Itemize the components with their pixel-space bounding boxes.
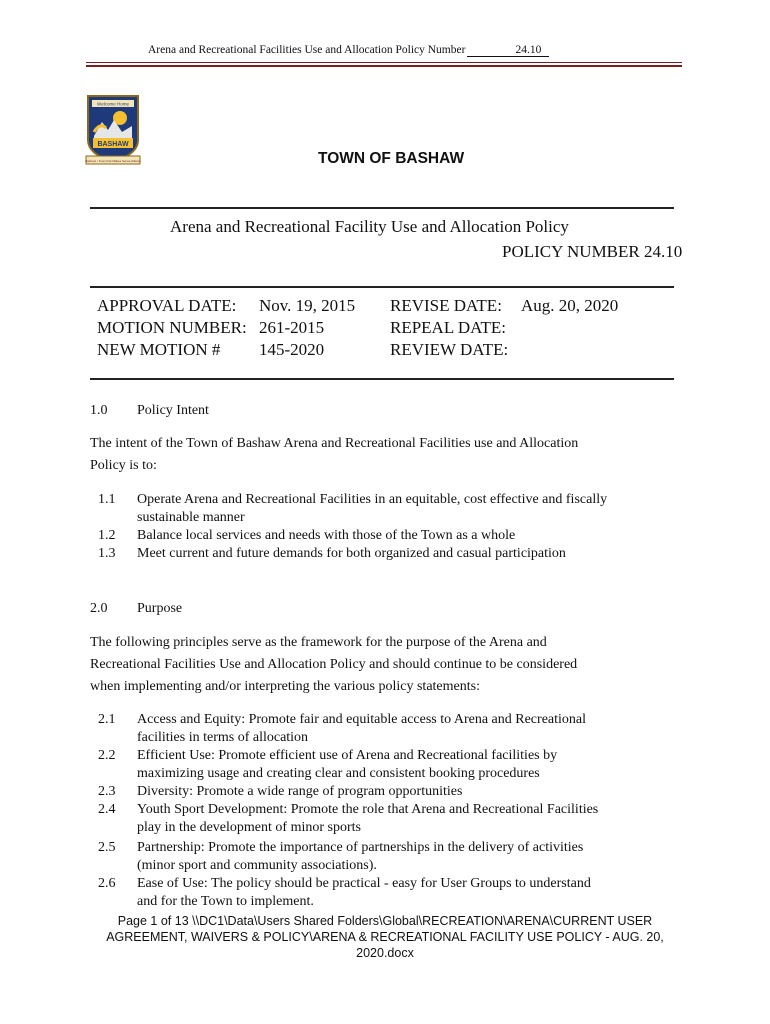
section1-intro-line2: Policy is to: [90,458,157,473]
section1-item-number: 1.3 [98,546,116,561]
section2-item-text: facilities in terms of allocation [137,730,309,745]
section2-item-number: 2.5 [98,840,116,855]
footer-line: Page 1 of 13 \\DC1\Data\Users Shared Folders\Global\RECREATION\ARENA\CURRENT USER [117,914,653,928]
section2-item-text: (minor sport and community associations). [137,858,377,873]
approval-date-value: Nov. 19, 2015 [259,296,356,315]
section2-number: 2.0 [90,601,108,616]
revise-date-label: REVISE DATE: [390,296,502,315]
section1-number: 1.0 [90,403,108,418]
review-date-label: REVIEW DATE: [390,340,509,359]
section2-item-text: and for the Town to implement. [137,894,314,909]
section1-item-number: 1.2 [98,528,116,543]
motion-number-label: MOTION NUMBER: [97,318,247,337]
section2-intro-line2: Recreational Facilities Use and Allocation Policy and should continue to be considered [90,657,578,672]
section1-item-text: Meet current and future demands for both organized and casual participation [137,546,566,561]
footer-line: AGREEMENT, WAIVERS & POLICY\ARENA & RECREATIONAL FACILITY USE POLICY - AUG. 20, [106,930,664,944]
title-bottom-rule [90,286,674,288]
section2-item-text: maximizing usage and creating clear and consistent booking procedures [137,766,540,781]
town-title: TOWN OF BASHAW [318,150,465,167]
section2-heading: Purpose [137,601,183,616]
section2-item-number: 2.2 [98,748,116,763]
section2-item-text: Youth Sport Development: Promote the role that Arena and Recreational Facilities [137,802,599,817]
section2-item-text: Ease of Use: The policy should be practical - easy for User Groups to understand [137,876,591,891]
section1-heading: Policy Intent [137,403,209,418]
section2-item-text: play in the development of minor sports [137,820,361,835]
town-logo [84,92,142,166]
section2-item-number: 2.3 [98,784,116,799]
meta-bottom-rule [90,378,674,380]
section1-item-text: Operate Arena and Recreational Facilities in an equitable, cost effective and fiscally [137,492,608,507]
section2-item-text: Efficient Use: Promote efficient use of Arena and Recreational facilities by [137,748,558,763]
section1-item-text: Balance local services and needs with those of the Town as a whole [137,528,516,543]
section2-intro-line1: The following principles serve as the framework for the purpose of the Arena and [90,635,547,650]
section2-intro-line3: when implementing and/or interpreting the various policy statements: [90,679,480,694]
logo-top-text: Welcome Home [97,101,129,107]
approval-date-label: APPROVAL DATE: [97,296,237,315]
page-footer [90,913,680,961]
section2-item-number: 2.6 [98,876,116,891]
footer-line: 2020.docx [356,946,414,960]
section1-item-text: sustainable manner [137,510,245,525]
page-header [148,44,549,57]
section1-intro-line1: The intent of the Town of Bashaw Arena and Recreational Facilities use and Allocation [90,436,579,451]
new-motion-label: NEW MOTION # [97,340,221,359]
repeal-date-label: REPEAL DATE: [390,318,507,337]
section2-item-number: 2.4 [98,802,116,817]
revise-date-value: Aug. 20, 2020 [521,296,619,315]
section2-item-text: Partnership: Promote the importance of partnerships in the delivery of activities [137,840,584,855]
title-top-rule [90,207,674,209]
policy-title: Arena and Recreational Facility Use and Allocation Policy [170,217,569,236]
section2-item-number: 2.1 [98,712,116,727]
header-divider [86,62,682,67]
motion-number-value: 261-2015 [259,318,325,337]
section2-item-text: Access and Equity: Promote fair and equitable access to Arena and Recreational [137,712,586,727]
section2-item-text: Diversity: Promote a wide range of program opportunities [137,784,463,799]
policy-number: POLICY NUMBER 24.10 [502,242,683,261]
new-motion-value: 145-2020 [259,340,325,359]
header-policy-number: 24.10 [467,44,549,57]
logo-main-text: BASHAW [97,141,129,148]
header-title: Arena and Recreational Facilities Use and Allocation Policy Number [148,44,466,56]
logo-bottom-text: Bashaw • Town that Makes Sense Alberta [85,159,141,163]
section1-item-number: 1.1 [98,492,116,507]
